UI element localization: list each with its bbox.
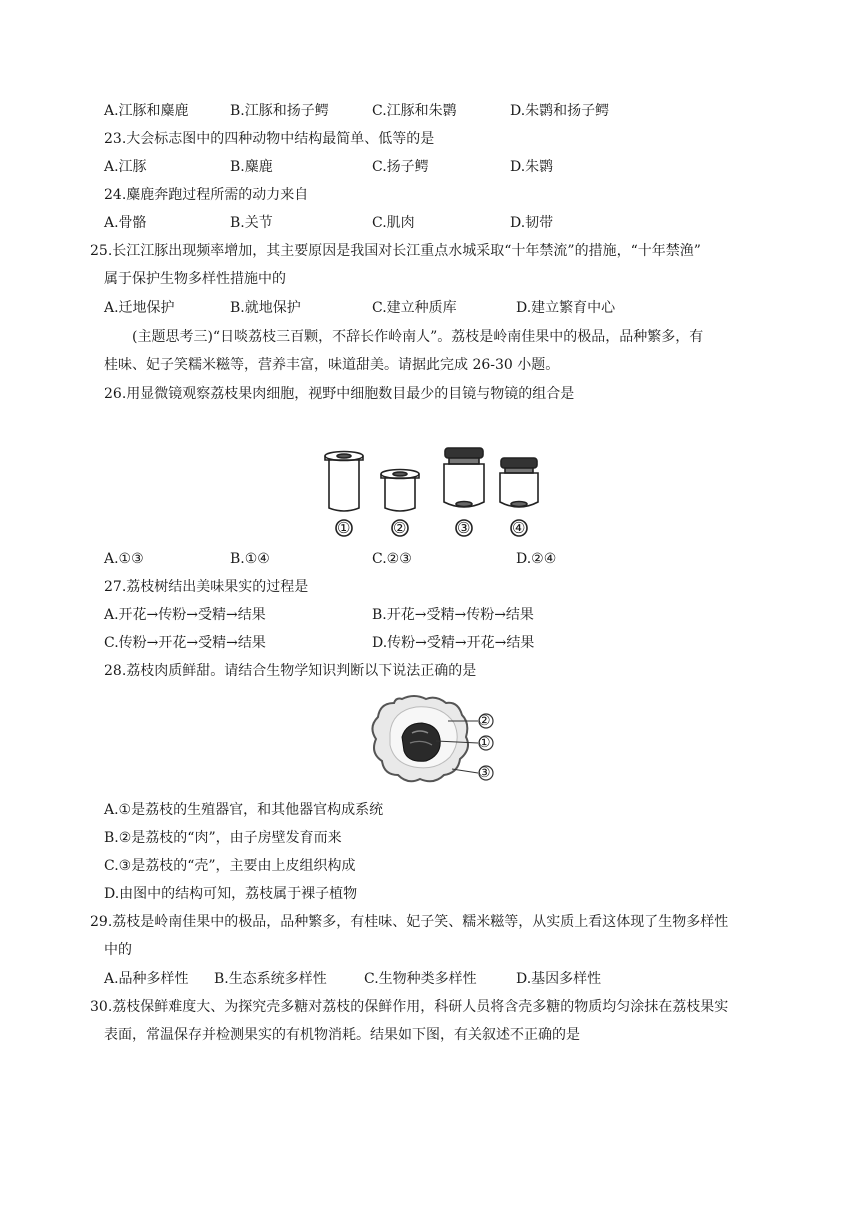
q29-option-b: B.生态系统多样性 (214, 971, 327, 987)
q23-option-b: B.麋鹿 (230, 159, 273, 175)
q27-option-a: A.开花→传粉→受精→结果 (104, 607, 266, 623)
q27-option-c: C.传粉→开花→受精→结果 (104, 635, 266, 651)
q29-stem-line2: 中的 (104, 942, 132, 958)
theme3-intro-line2: 桂味、妃子笑糯米糍等，营养丰富，味道甜美。请据此完成 26-30 小题。 (104, 357, 560, 373)
q26-figure-label-2: ② (393, 519, 407, 537)
q28-option-b: B.②是荔枝的“肉”，由子房壁发育而来 (104, 830, 342, 846)
q24-option-c: C.肌肉 (372, 215, 415, 231)
q25-stem-line2: 属于保护生物多样性措施中的 (104, 271, 286, 287)
eyepiece-long (325, 452, 363, 512)
theme3-intro-line1: (主题思考三)“日啖荔枝三百颗，不辞长作岭南人”。荔枝是岭南佳果中的极品，品种繁多，有 (132, 329, 704, 345)
q28-option-d: D.由图中的结构可知，荔枝属于裸子植物 (104, 886, 358, 902)
q29-option-d: D.基因多样性 (516, 971, 602, 987)
q27-option-d: D.传粉→受精→开花→结果 (372, 635, 535, 651)
q23-option-c: C.扬子鳄 (372, 159, 429, 175)
q22-option-c: C.江豚和朱鹮 (372, 103, 457, 119)
q25-option-c: C.建立种质库 (372, 300, 457, 316)
q24-option-a: A.骨骼 (104, 215, 147, 231)
q25-option-a: A.迁地保护 (104, 300, 175, 316)
q25-stem-line1: 25.长江江豚出现频率增加，其主要原因是我国对长江重点水城采取“十年禁流”的措施，“十年禁渔” (90, 243, 701, 259)
q25-option-b: B.就地保护 (230, 300, 301, 316)
q26-option-b: B.①④ (230, 551, 270, 567)
q24-option-b: B.关节 (230, 215, 273, 231)
q24-option-d: D.韧带 (510, 215, 554, 231)
q28-figure-label-2: ② (478, 713, 491, 729)
objective-long (444, 448, 484, 507)
q28-figure-label-1: ① (478, 735, 491, 751)
q22-option-a: A.江豚和麋鹿 (104, 103, 189, 119)
q29-option-a: A.品种多样性 (104, 971, 189, 987)
q25-option-d: D.建立繁育中心 (516, 300, 616, 316)
q29-stem-line1: 29.荔枝是岭南佳果中的极品，品种繁多，有桂味、妃子笑、糯米糍等，从实质上看这体现了生物多样性 (90, 914, 729, 930)
q22-option-b: B.江豚和扬子鳄 (230, 103, 329, 119)
q23-option-d: D.朱鹮 (510, 159, 554, 175)
q29-option-c: C.生物种类多样性 (364, 971, 477, 987)
eyepiece-short (381, 470, 419, 512)
lychee-seed (402, 723, 440, 761)
q28-option-c: C.③是荔枝的“壳”，主要由上皮组织构成 (104, 858, 356, 874)
q27-stem: 27.荔枝树结出美味果实的过程是 (104, 579, 309, 595)
q23-option-a: A.江豚 (104, 159, 147, 175)
q23-stem: 23.大会标志图中的四种动物中结构最简单、低等的是 (104, 131, 435, 147)
q26-stem: 26.用显微镜观察荔枝果肉细胞，视野中细胞数目最少的目镜与物镜的组合是 (104, 386, 575, 402)
q24-stem: 24.麋鹿奔跑过程所需的动力来自 (104, 187, 309, 203)
q30-stem-line1: 30.荔枝保鲜难度大、为探究壳多糖对荔枝的保鲜作用，科研人员将含壳多糖的物质均匀涂抹在荔枝果实 (90, 999, 729, 1015)
q26-figure-label-3: ③ (457, 519, 471, 537)
q26-figure-label-4: ④ (512, 519, 526, 537)
q27-option-b: B.开花→受精→传粉→结果 (372, 607, 534, 623)
q22-option-d: D.朱鹮和扬子鳄 (510, 103, 610, 119)
q26-option-d: D.②④ (516, 551, 557, 567)
q26-figure-label-1: ① (337, 519, 351, 537)
q26-option-a: A.①③ (104, 551, 144, 567)
q28-option-a: A.①是荔枝的生殖器官，和其他器官构成系统 (104, 802, 384, 818)
q28-figure-label-3: ③ (478, 765, 491, 781)
q30-stem-line2: 表面，常温保存并检测果实的有机物消耗。结果如下图，有关叙述不正确的是 (104, 1027, 580, 1043)
objective-short (500, 458, 538, 507)
q28-stem: 28.荔枝肉质鲜甜。请结合生物学知识判断以下说法正确的是 (104, 663, 477, 679)
q26-option-c: C.②③ (372, 551, 412, 567)
